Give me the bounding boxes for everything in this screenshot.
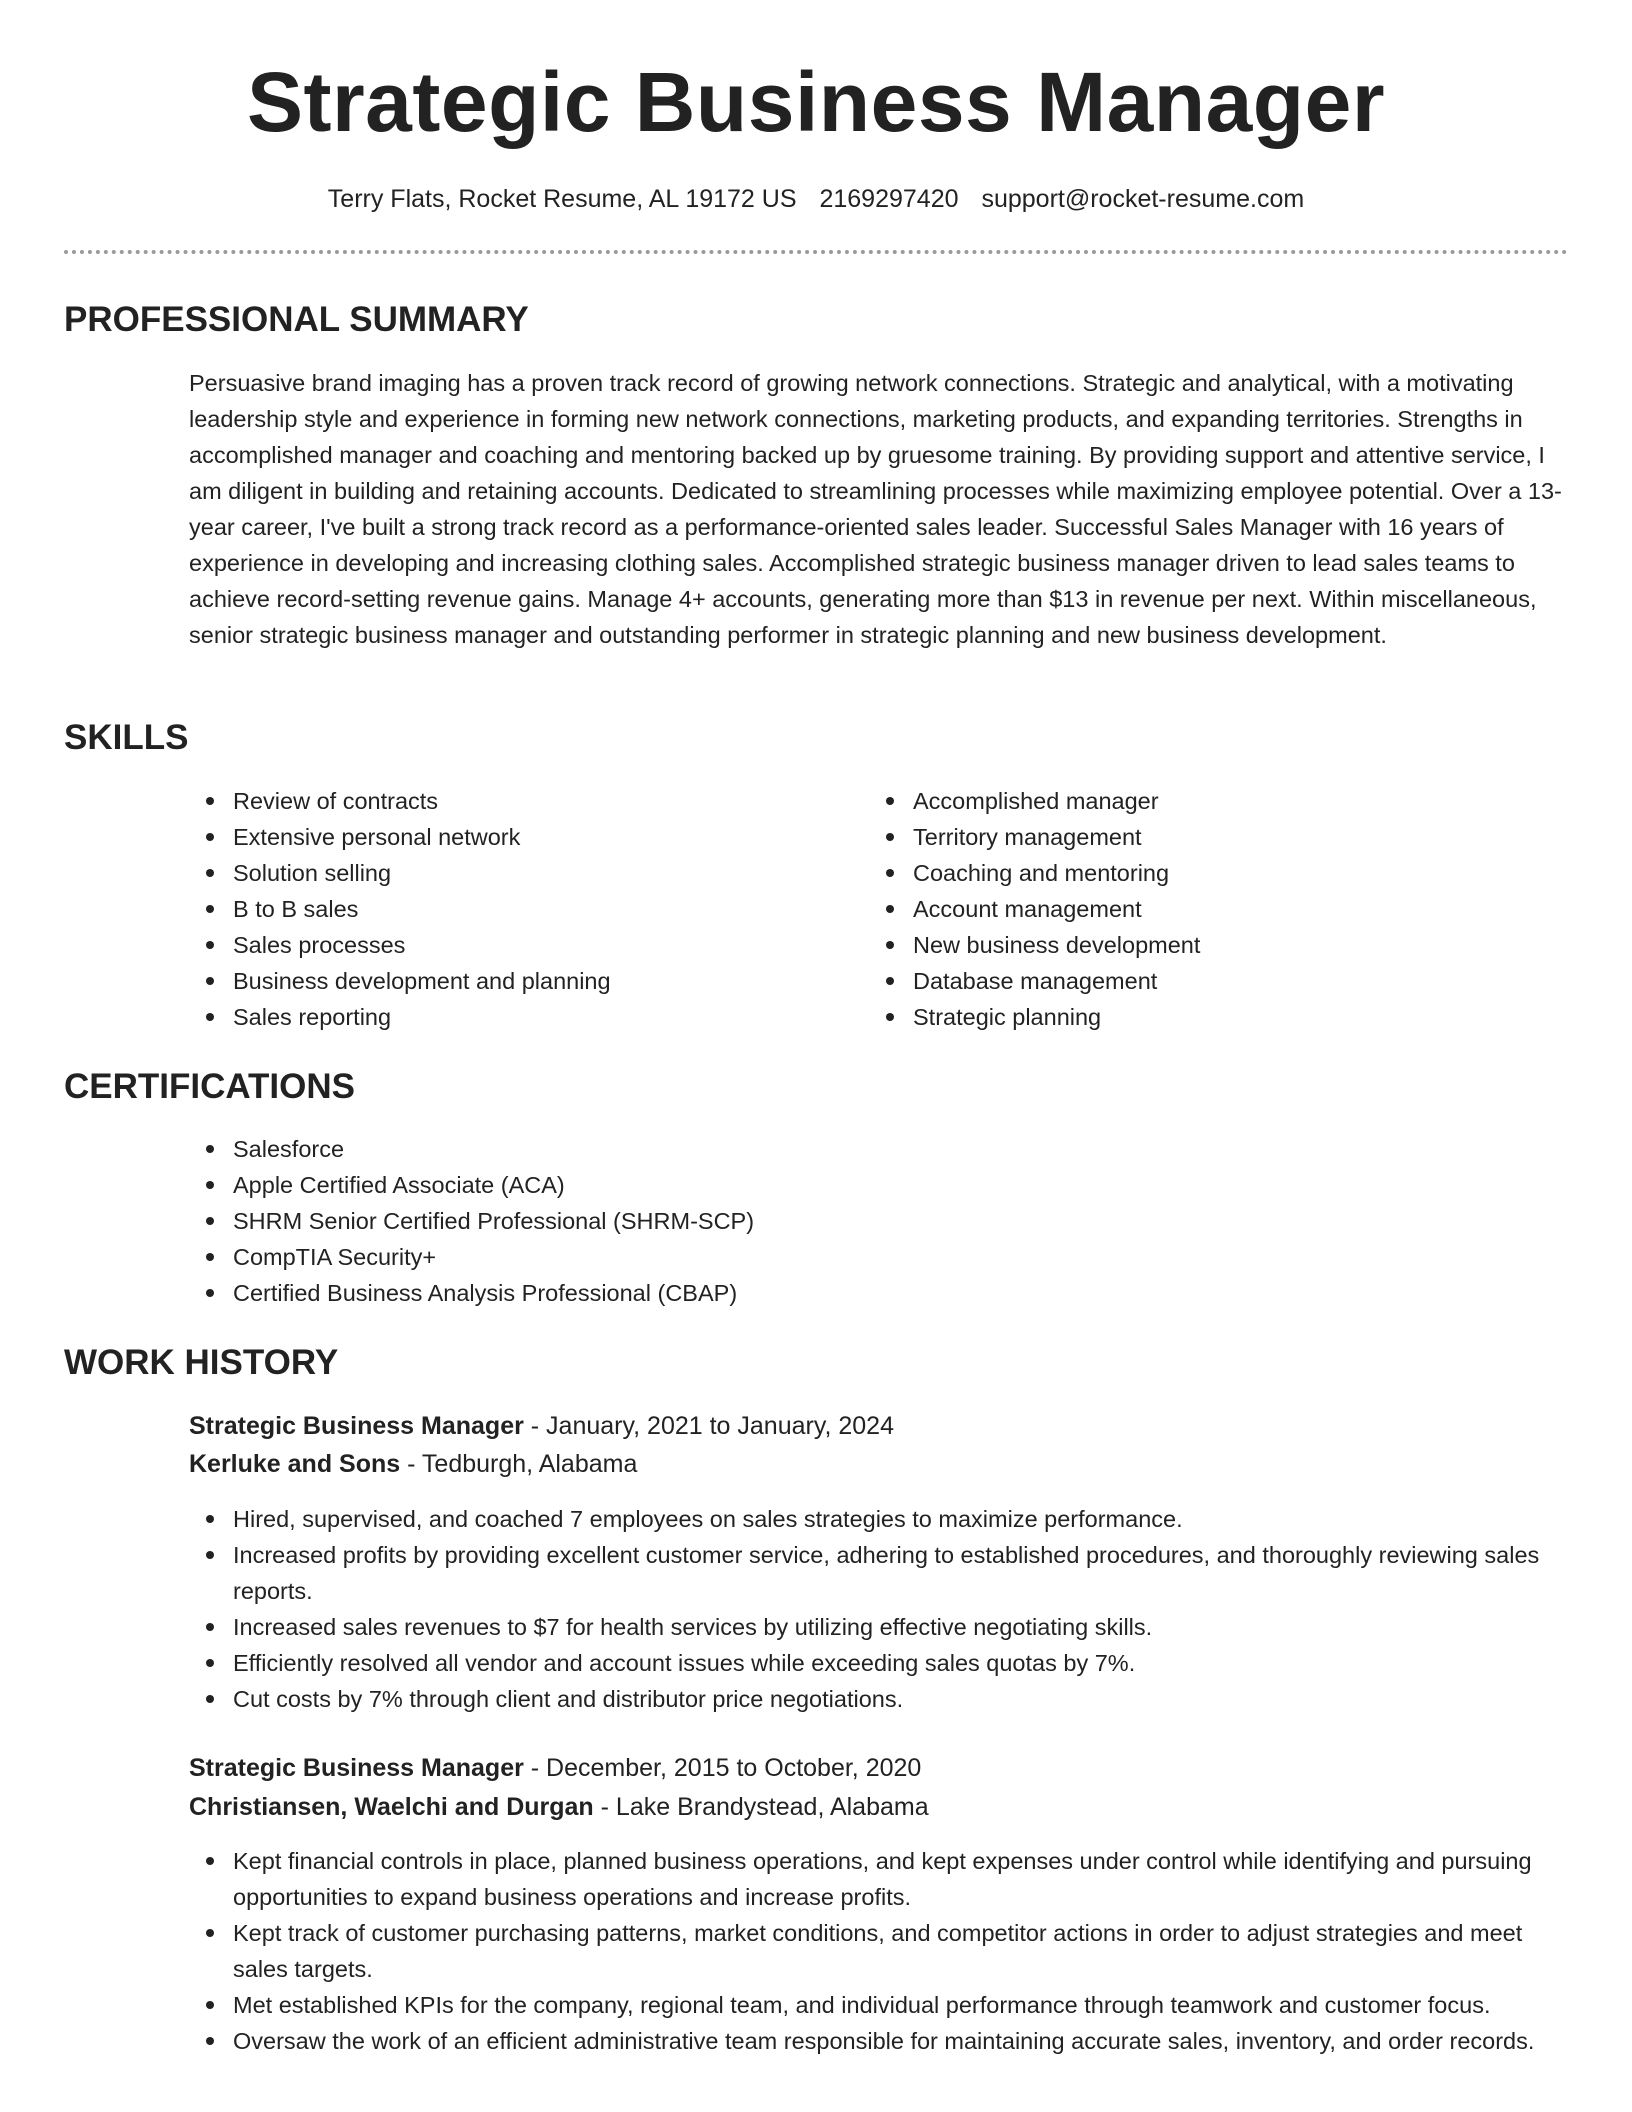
list-item: Apple Certified Associate (ACA) (189, 1167, 1569, 1203)
list-item: Sales reporting (189, 999, 849, 1035)
list-item: SHRM Senior Certified Professional (SHRM-SCP) (189, 1203, 1569, 1239)
list-item: B to B sales (189, 891, 849, 927)
job-2-title-line (189, 1750, 921, 1786)
job-title: Strategic Business Manager (189, 1412, 524, 1440)
contact-address: Terry Flats, Rocket Resume, AL 19172 US (327, 185, 797, 213)
job-title: Strategic Business Manager (189, 1754, 524, 1782)
job-company: Christiansen, Waelchi and Durgan (189, 1793, 594, 1821)
list-item: Solution selling (189, 855, 849, 891)
list-item: Business development and planning (189, 963, 849, 999)
list-item: Coaching and mentoring (869, 855, 1529, 891)
contact-phone: 2169297420 (819, 185, 959, 213)
list-item: Salesforce (189, 1131, 1569, 1167)
certifications-heading: CERTIFICATIONS (64, 1067, 356, 1106)
list-item: Increased profits by providing excellent customer service, adhering to established procedures, and thoroughly reviewing sales reports. (189, 1537, 1569, 1609)
header-divider (64, 250, 1568, 254)
list-item: Kept financial controls in place, planned business operations, and kept expenses under control while identifying and pursuing opportunities to expand business operations and increase profits. (189, 1843, 1569, 1915)
list-item: Extensive personal network (189, 819, 849, 855)
list-item: Database management (869, 963, 1529, 999)
certifications-list (189, 1131, 1569, 1311)
job-dates: - January, 2021 to January, 2024 (523, 1412, 894, 1440)
list-item: Efficiently resolved all vendor and account issues while exceeding sales quotas by 7%. (189, 1645, 1569, 1681)
list-item: CompTIA Security+ (189, 1239, 1569, 1275)
job-2-bullets (189, 1843, 1569, 2059)
page-title: Strategic Business Manager (246, 55, 1386, 149)
contact-email: support@rocket-resume.com (981, 185, 1305, 213)
list-item: Strategic planning (869, 999, 1529, 1035)
list-item: Accomplished manager (869, 783, 1529, 819)
list-item: Territory management (869, 819, 1529, 855)
job-2-company-line (189, 1789, 929, 1825)
job-company: Kerluke and Sons (189, 1450, 401, 1478)
job-location: - Lake Brandystead, Alabama (593, 1793, 929, 1821)
list-item: Sales processes (189, 927, 849, 963)
job-dates: - December, 2015 to October, 2020 (523, 1754, 922, 1782)
list-item: Hired, supervised, and coached 7 employees on sales strategies to maximize performance. (189, 1501, 1569, 1537)
job-1-title-line (189, 1408, 894, 1444)
list-item: New business development (869, 927, 1529, 963)
list-item: Kept track of customer purchasing patterns, market conditions, and competitor actions in order to adjust strategies and meet sales targets. (189, 1915, 1569, 1987)
summary-text: Persuasive brand imaging has a proven track record of growing network connections. Strategic and analytical, with a motivating leadership style and experience in forming new network connections, marketing products, and expanding territories. Strengths in accomplished manager and coaching and mentoring backed up by gruesome training. By providing support and attentive service, I am diligent in building and retaining accounts. Dedicated to streamlining processes while maximizing employee potential. Over a 13-year career, I've built a strong track record as a performance-oriented sales leader. Successful Sales Manager with 16 years of experience in developing and increasing clothing sales. Accomplished strategic business manager driven to lead sales teams to achieve record-setting revenue gains. Manage 4+ accounts, generating more than $13 in revenue per next. Within miscellaneous, senior strategic business manager and outstanding performer in strategic planning and new business development. (189, 370, 1562, 648)
skills-heading: SKILLS (64, 718, 189, 757)
list-item: Review of contracts (189, 783, 849, 819)
summary-heading: PROFESSIONAL SUMMARY (64, 300, 529, 339)
contact-info (0, 182, 1632, 216)
list-item: Account management (869, 891, 1529, 927)
list-item: Certified Business Analysis Professional (CBAP) (189, 1275, 1569, 1311)
skills-list-right (869, 783, 1529, 1035)
list-item: Met established KPIs for the company, regional team, and individual performance through teamwork and customer focus. (189, 1987, 1569, 2023)
list-item: Increased sales revenues to $7 for health services by utilizing effective negotiating skills. (189, 1609, 1569, 1645)
job-location: - Tedburgh, Alabama (400, 1450, 638, 1478)
list-item: Cut costs by 7% through client and distributor price negotiations. (189, 1681, 1569, 1717)
job-1-bullets (189, 1501, 1569, 1717)
work-history-heading: WORK HISTORY (64, 1343, 339, 1382)
job-1-company-line (189, 1446, 637, 1482)
list-item: Oversaw the work of an efficient administrative team responsible for maintaining accurate sales, inventory, and order records. (189, 2023, 1569, 2059)
skills-list-left (189, 783, 849, 1035)
